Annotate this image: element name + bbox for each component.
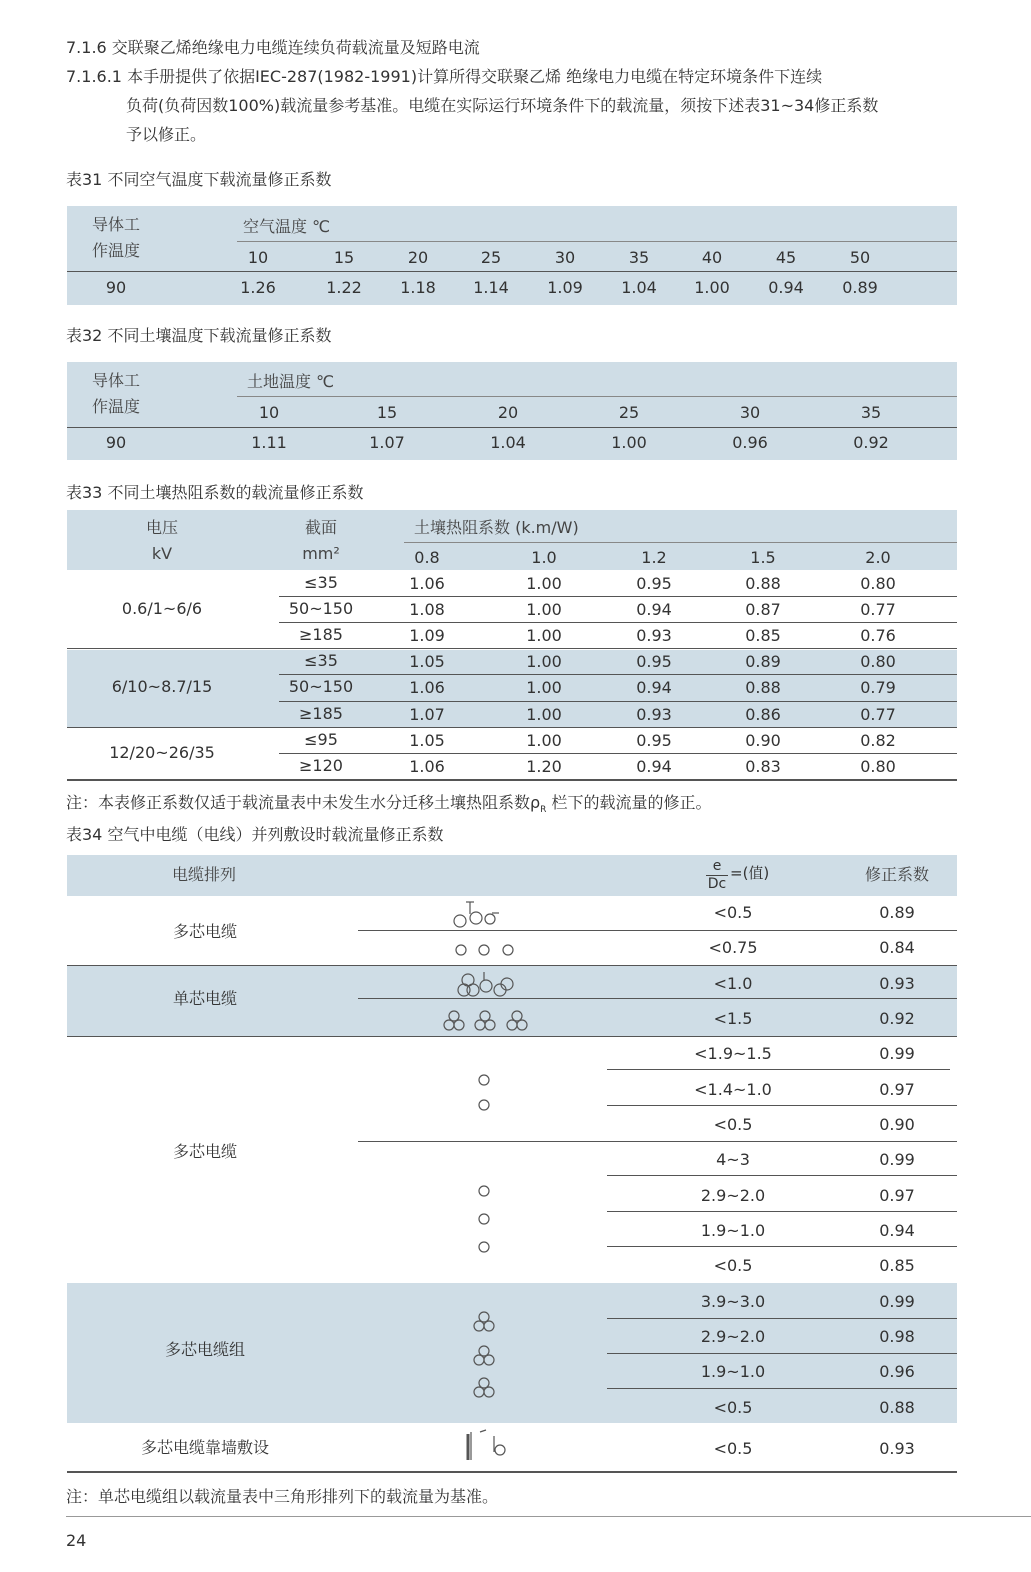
label-multi-core-group: 多芯电缆组 (164, 1340, 246, 1359)
table34-factor-cell: 0.93 (879, 1439, 915, 1458)
table33-value-cell: 0.95 (636, 652, 672, 672)
multi-core-vertical-two-diagram (479, 1075, 489, 1110)
table34-factor-cell: 0.94 (879, 1221, 915, 1240)
table34-factor-cell: 0.97 (879, 1080, 915, 1099)
table33-value-cell: 1.00 (526, 678, 562, 698)
t34-rule-6 (607, 1105, 957, 1106)
table33-section-cell: ≥185 (299, 625, 343, 645)
table32-group-rule (237, 396, 957, 397)
table32-temp-header: 20 (497, 403, 519, 422)
table33-voltage-cell: 0.6/1~6/6 (121, 599, 203, 619)
t34-rule-1 (358, 930, 957, 931)
table31-band (67, 206, 957, 305)
multi-core-group-diagram (474, 1312, 494, 1397)
table33-section-cell: ≤35 (304, 651, 338, 671)
table34-factor-cell: 0.99 (879, 1292, 915, 1311)
table33-value-cell: 0.86 (745, 704, 781, 724)
arrangement-diagrams (358, 896, 608, 1486)
table32-value-cell: 1.00 (611, 433, 647, 452)
table33-section-cell: ≤95 (304, 729, 338, 749)
table34-ratio-cell: <1.4~1.0 (694, 1080, 772, 1099)
table33-value-cell: 1.00 (526, 730, 562, 750)
table33-head-section: 截面 (304, 518, 338, 537)
table34-factor-cell: 0.99 (879, 1150, 915, 1169)
table33-row-rule (279, 622, 957, 623)
t34-rule-10 (607, 1246, 957, 1247)
table32-temp-header: 30 (739, 403, 761, 422)
table33-value-cell: 1.20 (526, 756, 562, 776)
table34-factor-cell: 0.92 (879, 1009, 915, 1028)
table33-note-prefix: 注：本表修正系数仅适于载流量表中未发生水分迁移土壤热阻系数 (66, 793, 531, 812)
table33-row-rule (279, 701, 957, 702)
table31-value-cell: 1.04 (621, 278, 657, 297)
table33-value-cell: 0.87 (745, 600, 781, 620)
table31-value-cell: 1.14 (473, 278, 509, 297)
intro-paragraph-line-3: 予以修正。 (126, 125, 207, 144)
table31-temp-header: 40 (701, 248, 723, 267)
table33-value-cell: 0.88 (745, 678, 781, 698)
table32-value-cell: 1.07 (369, 433, 405, 452)
table34-factor-cell: 0.90 (879, 1115, 915, 1134)
table31-temp-header: 25 (480, 248, 502, 267)
table34-ratio-cell: <0.5 (713, 1439, 753, 1458)
page-number: 24 (66, 1531, 87, 1550)
table34-factor-cell: 0.84 (879, 938, 915, 957)
table32-row-label: 90 (105, 433, 127, 452)
table31-group-label: 空气温度 ℃ (243, 217, 331, 236)
table32-caption: 表32 不同土壤温度下载流量修正系数 (66, 326, 332, 345)
table33-value-cell: 0.85 (745, 626, 781, 646)
table34-ratio-cell: <0.5 (713, 1256, 753, 1275)
table34-factor-cell: 0.85 (879, 1256, 915, 1275)
table33-value-cell: 1.00 (526, 600, 562, 620)
table33-value-cell: 1.05 (409, 652, 445, 672)
t34-rule-7 (358, 1141, 957, 1142)
table33-coeff-header: 1.5 (750, 548, 776, 567)
table34-ratio-cell: 1.9~1.0 (700, 1221, 766, 1240)
table34-ratio-cell: <1.9~1.5 (694, 1044, 772, 1063)
table33-value-cell: 0.94 (636, 756, 672, 776)
table33-value-cell: 1.00 (526, 652, 562, 672)
multi-core-vertical-three-diagram (479, 1186, 489, 1252)
label-multi-core-2: 多芯电缆 (172, 1142, 238, 1161)
table33-section-cell: ≤35 (304, 573, 338, 592)
table31-value-cell: 1.18 (400, 278, 436, 297)
table33-row-rule (279, 753, 957, 754)
table33-value-cell: 0.93 (636, 704, 672, 724)
table33-value-cell: 0.80 (860, 652, 896, 672)
single-core-trefoil-diagram (444, 1011, 527, 1030)
table34-head-arrangement: 电缆排列 (172, 865, 237, 884)
table34-note: 注：单芯电缆组以载流量表中三角形排列下的载流量为基准。 (66, 1487, 499, 1506)
table33-row-rule (67, 779, 957, 781)
multi-core-wall-diagram (468, 1430, 505, 1460)
table33-value-cell: 1.06 (409, 678, 445, 698)
table34-ratio-cell: <1.0 (713, 974, 753, 993)
table34-ratio-cell: <0.5 (713, 903, 753, 922)
table33-section-cell: 50~150 (288, 677, 354, 697)
label-single-core: 单芯电缆 (172, 989, 238, 1008)
label-multi-core-1: 多芯电缆 (172, 922, 238, 941)
table32-head-col-line2: 作温度 (92, 397, 141, 416)
table31-temp-header: 50 (849, 248, 871, 267)
t34-rule-9 (607, 1211, 957, 1212)
table33-group-rule (404, 542, 957, 543)
single-core-flat-diagram (458, 972, 513, 996)
table33-value-cell: 1.00 (526, 574, 562, 593)
table31-value-cell: 1.09 (547, 278, 583, 297)
table33-voltage-cell: 6/10~8.7/15 (111, 677, 213, 697)
t34-rule-3 (358, 998, 957, 999)
table33-head-voltage: 电压 (145, 518, 179, 537)
table32-temp-header: 35 (860, 403, 882, 422)
table34-ratio-cell: <0.75 (708, 938, 758, 957)
table33-row-rule (67, 648, 957, 649)
table33-head-voltage-unit: kV (151, 544, 173, 563)
table33-group-label: 土壤热阻系数 (k.m/W) (414, 518, 579, 537)
table33-value-cell: 0.77 (860, 600, 896, 620)
table33-row-rule (279, 674, 957, 675)
table34-factor-cell: 0.98 (879, 1327, 915, 1346)
table33-value-cell: 1.09 (409, 626, 445, 646)
t34-rule-5 (607, 1069, 950, 1070)
table31-temp-header: 15 (333, 248, 355, 267)
table32-group-label: 土地温度 ℃ (247, 372, 335, 391)
table33-caption: 表33 不同土壤热阻系数的载流量修正系数 (66, 483, 364, 502)
table33-coeff-header: 1.0 (531, 548, 557, 567)
table33-section-cell: ≥120 (299, 755, 343, 775)
table31-caption: 表31 不同空气温度下载流量修正系数 (66, 170, 332, 189)
table33-value-cell: 1.06 (409, 574, 445, 593)
table32-value-cell: 0.96 (732, 433, 768, 452)
table33-value-cell: 0.94 (636, 678, 672, 698)
table33-value-cell: 0.83 (745, 756, 781, 776)
table33-value-cell: 0.88 (745, 574, 781, 593)
table34-ratio-cell: <0.5 (713, 1398, 753, 1417)
table33-value-cell: 0.89 (745, 652, 781, 672)
table31-head-col-line2: 作温度 (92, 241, 141, 260)
t34-rule-11 (607, 1318, 957, 1319)
table33-value-cell: 0.95 (636, 574, 672, 593)
table33-note-suffix: 栏下的载流量的修正。 (546, 793, 712, 812)
table34-factor-cell: 0.88 (879, 1398, 915, 1417)
table33-value-cell: 0.79 (860, 678, 896, 698)
table31-temp-header: 35 (628, 248, 650, 267)
table33-note-rho: ρ (530, 793, 541, 812)
table34-ratio-cell: 1.9~1.0 (700, 1362, 766, 1381)
table33-value-cell: 0.93 (636, 626, 672, 646)
table32-head-col-line1: 导体工 (92, 371, 141, 390)
table33-coeff-header: 0.8 (414, 548, 440, 567)
table32-value-cell: 0.92 (853, 433, 889, 452)
ratio-suffix: =(值) (730, 864, 770, 882)
table33-row-rule (279, 596, 957, 597)
table33-head-section-unit: mm² (302, 544, 340, 563)
table31-value-cell: 1.22 (326, 278, 362, 297)
t34-rule-12 (607, 1353, 957, 1354)
t34-rule-4 (67, 1036, 957, 1037)
table33-value-cell: 1.06 (409, 756, 445, 776)
table31-group-rule (237, 241, 957, 242)
table34-head-factor: 修正系数 (864, 865, 930, 884)
table34-ratio-cell: 2.9~2.0 (700, 1327, 766, 1346)
table34-factor-cell: 0.99 (879, 1044, 915, 1063)
table31-temp-header: 10 (247, 248, 269, 267)
table33-value-cell: 0.82 (860, 730, 896, 750)
table33-value-cell: 0.80 (860, 756, 896, 776)
table31-temp-header: 30 (554, 248, 576, 267)
table34-head-ratio (704, 858, 784, 894)
table33-value-cell: 0.90 (745, 730, 781, 750)
table34-ratio-cell: 2.9~2.0 (700, 1186, 766, 1205)
table31-temp-header: 45 (775, 248, 797, 267)
t34-rule-2 (67, 965, 957, 966)
table33-coeff-header: 2.0 (865, 548, 891, 567)
table34-factor-cell: 0.93 (879, 974, 915, 993)
table33-value-cell: 1.07 (409, 704, 445, 724)
table33-note (66, 792, 712, 821)
table33-value-cell: 1.00 (526, 704, 562, 724)
table33-value-cell: 1.08 (409, 600, 445, 620)
table33-voltage-cell: 12/20~26/35 (109, 742, 215, 762)
table34-ratio-cell: 3.9~3.0 (700, 1292, 766, 1311)
table33-coeff-header: 1.2 (641, 548, 667, 567)
table33-value-cell: 1.05 (409, 730, 445, 750)
table31-value-cell: 1.26 (240, 278, 276, 297)
table31-value-cell: 0.89 (842, 278, 878, 297)
footer-rule (66, 1516, 1031, 1517)
table34-ratio-cell: 4~3 (716, 1150, 750, 1169)
table33-row-rule (67, 727, 957, 728)
table33-value-cell: 0.94 (636, 600, 672, 620)
intro-paragraph-line-1: 7.1.6.1 本手册提供了依据IEC-287(1982-1991)计算所得交联聚乙烯 绝缘电力电缆在特定环境条件下连续 (66, 67, 823, 86)
table33-value-cell: 1.00 (526, 626, 562, 646)
table31-head-col-line1: 导体工 (92, 215, 141, 234)
table34-ratio-cell: <0.5 (713, 1115, 753, 1134)
table34-factor-cell: 0.96 (879, 1362, 915, 1381)
ratio-numerator: e (712, 858, 722, 874)
table33-value-cell: 0.80 (860, 574, 896, 593)
label-multi-core-wall: 多芯电缆靠墙敷设 (140, 1438, 270, 1457)
intro-paragraph-line-2: 负荷(负荷因数100%)载流量参考基准。电缆在实际运行环境条件下的载流量，须按下述表31~34修正系数 (126, 96, 879, 115)
table33-note-rho-sub: R (540, 805, 547, 816)
section-heading: 7.1.6 交联聚乙烯绝缘电力电缆连续负荷载流量及短路电流 (66, 38, 480, 57)
table33-section-cell: ≥185 (299, 703, 343, 723)
table31-value-cell: 0.94 (768, 278, 804, 297)
t34-bottom-rule (67, 1471, 957, 1473)
multi-core-row-diagram (456, 945, 513, 955)
table34-factor-cell: 0.97 (879, 1186, 915, 1205)
t34-rule-13 (607, 1388, 957, 1389)
table32-temp-header: 10 (258, 403, 280, 422)
table32-temp-header: 15 (376, 403, 398, 422)
table31-value-cell: 1.00 (694, 278, 730, 297)
table34-ratio-cell: <1.5 (713, 1009, 753, 1028)
table31-row-label: 90 (105, 278, 127, 297)
ratio-denominator: Dc (707, 876, 727, 892)
table32-temp-header: 25 (618, 403, 640, 422)
table33-section-cell: 50~150 (288, 599, 354, 619)
t34-rule-8 (607, 1175, 957, 1176)
multi-core-spaced-diagram (454, 902, 499, 927)
table33-value-cell: 0.95 (636, 730, 672, 750)
table33-value-cell: 0.77 (860, 704, 896, 724)
table34-caption: 表34 空气中电缆（电线）并列敷设时载流量修正系数 (66, 825, 444, 844)
table33-value-cell: 0.76 (860, 626, 896, 646)
table32-value-cell: 1.04 (490, 433, 526, 452)
table31-header-rule (67, 271, 957, 272)
table32-header-rule (67, 427, 957, 428)
table32-value-cell: 1.11 (251, 433, 287, 452)
table34-factor-cell: 0.89 (879, 903, 915, 922)
table31-temp-header: 20 (407, 248, 429, 267)
